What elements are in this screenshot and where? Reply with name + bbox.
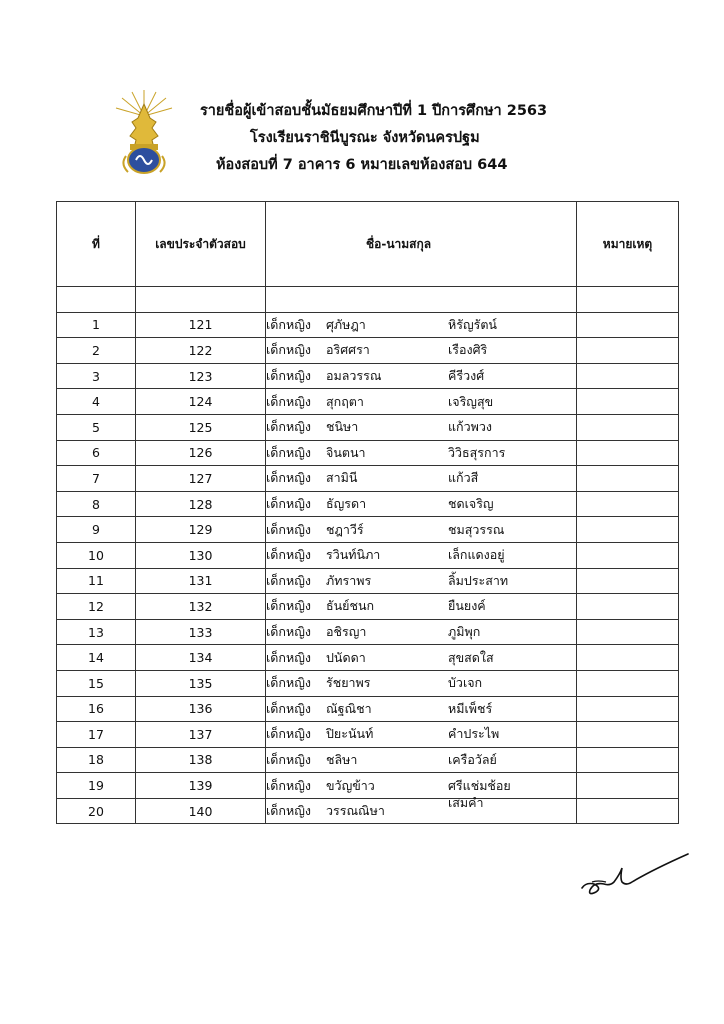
table-row (57, 619, 679, 645)
first-name: ธัญรดา (326, 496, 367, 512)
remark-cell (577, 645, 679, 671)
last-name: ศรีแช่มช้อย (448, 777, 511, 793)
first-name: สุกฤตา (326, 393, 364, 409)
first-name: ธันย์ชนก (326, 598, 375, 614)
table-row (57, 773, 679, 799)
remark-cell (577, 389, 679, 415)
last-name: เล็กแดงอยู่ (448, 547, 505, 563)
last-name: ยืนยงค์ (448, 598, 486, 614)
remark-cell (577, 568, 679, 594)
row-number: 19 (57, 773, 136, 799)
table-row (57, 696, 679, 722)
student-name (266, 363, 577, 389)
last-name: วิวิธสุรการ (448, 444, 506, 460)
last-name: เจริญสุข (448, 393, 494, 409)
table-row (57, 517, 679, 543)
column-header-name: ชื่อ-นามสกุล (266, 202, 577, 287)
remark-cell (577, 363, 679, 389)
student-name (266, 466, 577, 492)
remark-cell (577, 338, 679, 364)
exam-id: 121 (136, 312, 266, 338)
table-row (57, 312, 679, 338)
remark-cell (577, 517, 679, 543)
student-name (266, 594, 577, 620)
table-row (57, 440, 679, 466)
exam-id: 140 (136, 798, 266, 824)
student-name (266, 491, 577, 517)
student-name (266, 338, 577, 364)
name-prefix: เด็กหญิง (266, 598, 311, 614)
student-name (266, 542, 577, 568)
row-number: 20 (57, 798, 136, 824)
table-spacer-row (57, 287, 679, 313)
remark-cell (577, 619, 679, 645)
last-name: ชดเจริญ (448, 496, 494, 512)
last-name: คำประไพ (448, 726, 500, 742)
row-number: 9 (57, 517, 136, 543)
student-name (266, 795, 577, 824)
row-number: 2 (57, 338, 136, 364)
table-row (57, 747, 679, 773)
exam-id: 125 (136, 414, 266, 440)
first-name: ชลิษา (326, 751, 358, 767)
first-name: ชนิษา (326, 419, 359, 435)
first-name: ภัทราพร (326, 572, 372, 588)
table-row (57, 363, 679, 389)
exam-id: 134 (136, 645, 266, 671)
exam-id: 123 (136, 363, 266, 389)
exam-id: 128 (136, 491, 266, 517)
row-number: 13 (57, 619, 136, 645)
header-school: โรงเรียนราชินีบูรณะ จังหวัดนครปฐม (250, 130, 480, 146)
exam-id: 124 (136, 389, 266, 415)
name-prefix: เด็กหญิง (266, 444, 311, 460)
exam-id: 127 (136, 466, 266, 492)
student-name (266, 414, 577, 440)
row-number: 10 (57, 542, 136, 568)
exam-id: 136 (136, 696, 266, 722)
first-name: จินตนา (326, 444, 366, 460)
first-name: รัชยาพร (326, 675, 371, 691)
exam-id: 129 (136, 517, 266, 543)
row-number: 12 (57, 594, 136, 620)
first-name: ณัฐณิชา (326, 700, 372, 716)
table-row (57, 491, 679, 517)
row-number: 16 (57, 696, 136, 722)
document-header (190, 98, 610, 179)
last-name: หิรัญรัตน์ (448, 316, 497, 332)
row-number: 11 (57, 568, 136, 594)
remark-cell (577, 312, 679, 338)
last-name: ชมสุวรรณ (448, 521, 505, 537)
remark-cell (577, 542, 679, 568)
exam-id: 130 (136, 542, 266, 568)
first-name: อชิรญา (326, 624, 367, 640)
remark-cell (577, 798, 679, 824)
table-row (57, 722, 679, 748)
name-prefix: เด็กหญิง (266, 547, 311, 563)
exam-id: 126 (136, 440, 266, 466)
header-title: รายชื่อผู้เข้าสอบชั้นมัธยมศึกษาปีที่ 1 ปีการศึกษา 2563 (200, 103, 548, 119)
name-prefix: เด็กหญิง (266, 572, 311, 588)
student-name (266, 645, 577, 671)
remark-cell (577, 722, 679, 748)
exam-id: 132 (136, 594, 266, 620)
last-name: คีรีวงศ์ (448, 368, 485, 384)
first-name: อริศศรา (326, 342, 370, 358)
name-prefix: เด็กหญิง (266, 316, 311, 332)
exam-id: 131 (136, 568, 266, 594)
table-row (57, 568, 679, 594)
last-name: แก้วสี (448, 470, 479, 486)
column-header-remark: หมายเหตุ (577, 202, 679, 287)
last-name: เครือวัลย์ (448, 751, 497, 767)
exam-id: 139 (136, 773, 266, 799)
last-name: ลิ้มประสาท (448, 572, 509, 588)
student-name (266, 517, 577, 543)
name-prefix: เด็กหญิง (266, 521, 311, 537)
name-prefix: เด็กหญิง (266, 342, 311, 358)
student-name (266, 389, 577, 415)
student-name (266, 670, 577, 696)
student-name (266, 619, 577, 645)
remark-cell (577, 491, 679, 517)
row-number: 14 (57, 645, 136, 671)
name-prefix: เด็กหญิง (266, 675, 311, 691)
name-prefix: เด็กหญิง (266, 419, 311, 435)
first-name: ปนัดดา (326, 649, 366, 665)
name-prefix: เด็กหญิง (266, 470, 311, 486)
table-row (57, 338, 679, 364)
last-name: หมีเพ็ชร์ (448, 700, 493, 716)
row-number: 8 (57, 491, 136, 517)
remark-cell (577, 594, 679, 620)
name-prefix: เด็กหญิง (266, 751, 311, 767)
exam-id: 122 (136, 338, 266, 364)
student-name (266, 773, 577, 799)
name-prefix: เด็กหญิง (266, 803, 311, 819)
remark-cell (577, 440, 679, 466)
remark-cell (577, 466, 679, 492)
first-name: รวินท์นิภา (326, 547, 381, 563)
row-number: 15 (57, 670, 136, 696)
last-name: ภูมิพุก (448, 624, 481, 640)
table-row (57, 466, 679, 492)
student-name (266, 747, 577, 773)
last-name: แก้วพวง (448, 419, 493, 435)
table-body (57, 287, 679, 824)
table-row (57, 670, 679, 696)
remark-cell (577, 414, 679, 440)
last-name: สุขสดใส (448, 649, 494, 665)
row-number: 18 (57, 747, 136, 773)
last-name: เสมคำ (448, 795, 484, 811)
first-name: วรรณณิษา (326, 803, 385, 819)
name-prefix: เด็กหญิง (266, 496, 311, 512)
header-exam-room: ห้องสอบที่ 7 อาคาร 6 หมายเลขห้องสอบ 644 (216, 157, 508, 173)
first-name: ชฎาวีร์ (326, 521, 364, 537)
exam-id: 138 (136, 747, 266, 773)
column-header-exam-id: เลขประจำตัวสอบ (136, 202, 266, 287)
first-name: อมลวรรณ (326, 368, 382, 384)
exam-id: 137 (136, 722, 266, 748)
student-name (266, 568, 577, 594)
first-name: สามินี (326, 470, 358, 486)
last-name: บัวเจก (448, 675, 483, 691)
table-row (57, 389, 679, 415)
school-emblem-logo (112, 88, 176, 178)
exam-roster-table (56, 201, 679, 824)
row-number: 6 (57, 440, 136, 466)
remark-cell (577, 747, 679, 773)
signature-mark (578, 852, 694, 898)
table-row (57, 414, 679, 440)
student-name (266, 696, 577, 722)
table-header-row (57, 202, 679, 287)
remark-cell (577, 773, 679, 799)
student-name (266, 722, 577, 748)
name-prefix: เด็กหญิง (266, 393, 311, 409)
name-prefix: เด็กหญิง (266, 700, 311, 716)
first-name: ศุภัษฎา (326, 316, 366, 332)
row-number: 1 (57, 312, 136, 338)
row-number: 3 (57, 363, 136, 389)
column-header-num: ที่ (57, 202, 136, 287)
table-row (57, 798, 679, 824)
remark-cell (577, 670, 679, 696)
student-name (266, 440, 577, 466)
exam-id: 135 (136, 670, 266, 696)
remark-cell (577, 696, 679, 722)
name-prefix: เด็กหญิง (266, 726, 311, 742)
name-prefix: เด็กหญิง (266, 368, 311, 384)
row-number: 7 (57, 466, 136, 492)
name-prefix: เด็กหญิง (266, 777, 311, 793)
last-name: เรืองศิริ (448, 342, 488, 358)
student-name (266, 312, 577, 338)
row-number: 4 (57, 389, 136, 415)
table-row (57, 594, 679, 620)
name-prefix: เด็กหญิง (266, 649, 311, 665)
table-row (57, 542, 679, 568)
exam-id: 133 (136, 619, 266, 645)
first-name: ปิยะนันท์ (326, 726, 374, 742)
first-name: ขวัญข้าว (326, 777, 375, 793)
row-number: 5 (57, 414, 136, 440)
name-prefix: เด็กหญิง (266, 624, 311, 640)
row-number: 17 (57, 722, 136, 748)
table-row (57, 645, 679, 671)
